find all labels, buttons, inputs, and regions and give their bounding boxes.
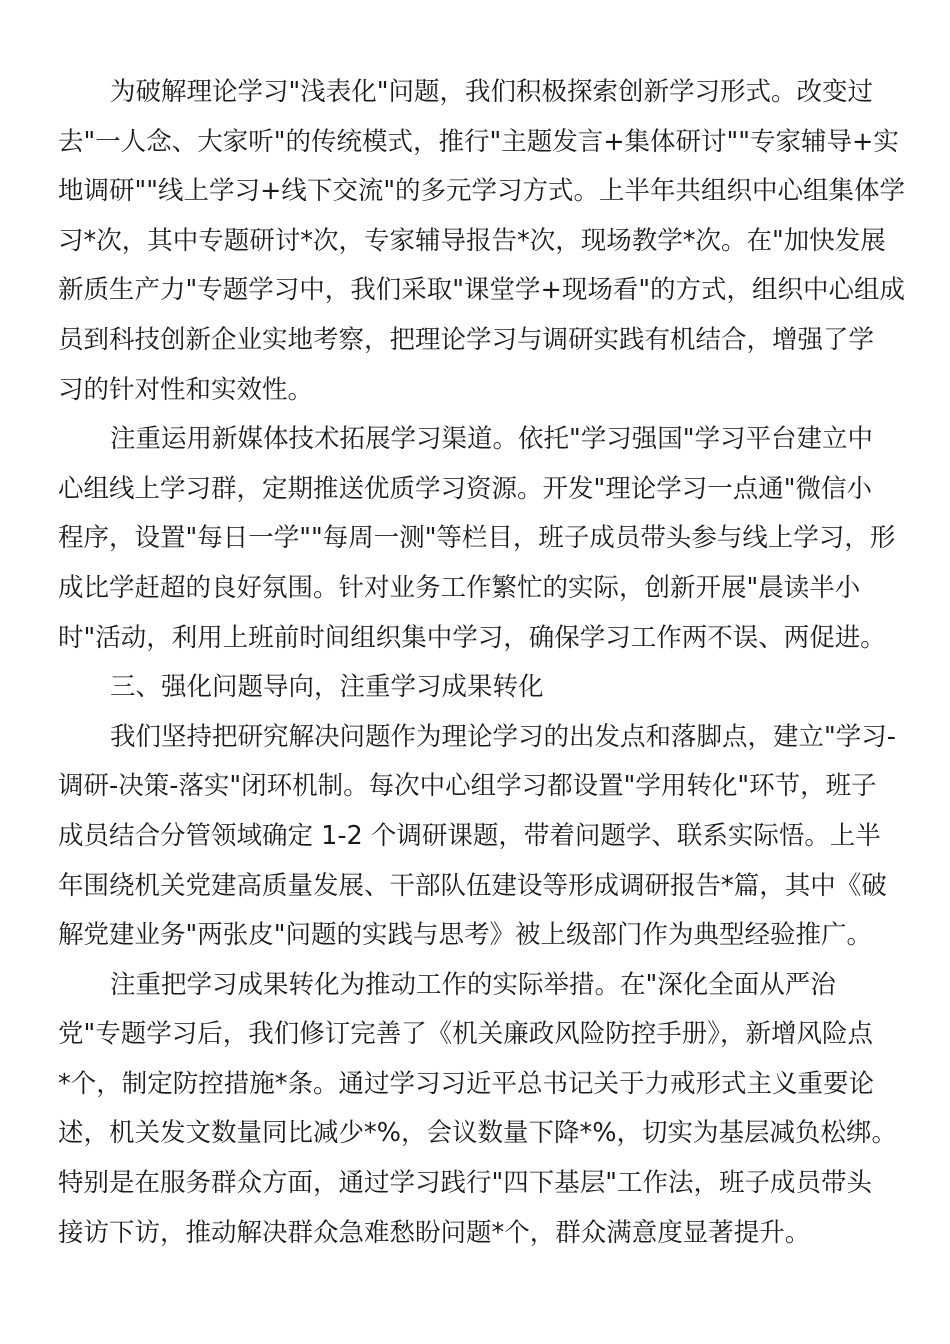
paragraph-4-line-3: *个，制定防控措施*条。通过学习习近平总书记关于力戒形式主义重要论 bbox=[58, 1068, 875, 1099]
paragraph-3-line-5: 解党建业务"两张皮"问题的实践与思考》被上级部门作为典型经验推广。 bbox=[58, 920, 872, 951]
paragraph-2-line-1: 注重运用新媒体技术拓展学习渠道。依托"学习强国"学习平台建立中 bbox=[110, 424, 873, 455]
paragraph-1-line-5: 新质生产力"专题学习中，我们采取"课堂学+现场看"的方式，组织中心组成 bbox=[58, 275, 906, 306]
document-page bbox=[58, 68, 906, 1258]
paragraph-1-line-4: 习*次，其中专题研讨*次，专家辅导报告*次，现场教学*次。在"加快发展 bbox=[58, 225, 886, 256]
paragraph-1-line-6: 员到科技创新企业实地考察，把理论学习与调研实践有机结合，增强了学 bbox=[58, 324, 875, 355]
paragraph-1-line-7: 习的针对性和实效性。 bbox=[58, 374, 314, 405]
paragraph-3-line-1: 我们坚持把研究解决问题作为理论学习的出发点和落脚点，建立"学习- bbox=[110, 721, 896, 752]
paragraph-2-line-3: 程序，设置"每日一学""每周一测"等栏目，班子成员带头参与线上学习，形 bbox=[58, 523, 896, 554]
paragraph-1-line-2: 去"一人念、大家听"的传统模式，推行"主题发言+集体研讨""专家辅导+实 bbox=[58, 126, 899, 157]
paragraph-1-line-1: 为破解理论学习"浅表化"问题，我们积极探索创新学习形式。改变过 bbox=[110, 77, 873, 107]
paragraph-3-line-2: 调研-决策-落实"闭环机制。每次中心组学习都设置"学用转化"环节，班子 bbox=[58, 771, 877, 802]
paragraph-3-line-3: 成员结合分管领域确定 1-2 个调研课题，带着问题学、联系实际悟。上半 bbox=[58, 820, 881, 851]
paragraph-4-line-1: 注重把学习成果转化为推动工作的实际举措。在"深化全面从严治 bbox=[110, 969, 836, 1000]
paragraph-4-line-4: 述，机关发文数量同比减少*%，会议数量下降*%，切实为基层减负松绑。 bbox=[58, 1118, 897, 1149]
paragraph-2-line-4: 成比学赶超的良好氛围。针对业务工作繁忙的实际，创新开展"晨读半小 bbox=[58, 572, 861, 603]
section-heading-3: 三、强化问题导向，注重学习成果转化 bbox=[110, 672, 544, 703]
paragraph-4-line-5: 特别是在服务群众方面，通过学习践行"四下基层"工作法，班子成员带头 bbox=[58, 1168, 872, 1199]
paragraph-4-line-6: 接访下访，推动解决群众急难愁盼问题*个，群众满意度显著提升。 bbox=[58, 1217, 811, 1248]
paragraph-2-line-5: 时"活动，利用上班前时间组织集中学习，确保学习工作两不误、两促进。 bbox=[58, 622, 886, 653]
paragraph-3-line-4: 年围绕机关党建高质量发展、干部队伍建设等形成调研报告*篇，其中《破 bbox=[58, 870, 887, 901]
paragraph-1-line-3: 地调研""线上学习+线下交流"的多元学习方式。上半年共组织中心组集体学 bbox=[58, 176, 906, 207]
paragraph-4-line-2: 党"专题学习后，我们修订完善了《机关廉政风险防控手册》，新增风险点 bbox=[58, 1019, 873, 1050]
paragraph-2-line-2: 心组线上学习群，定期推送优质学习资源。开发"理论学习一点通"微信小 bbox=[58, 473, 872, 504]
